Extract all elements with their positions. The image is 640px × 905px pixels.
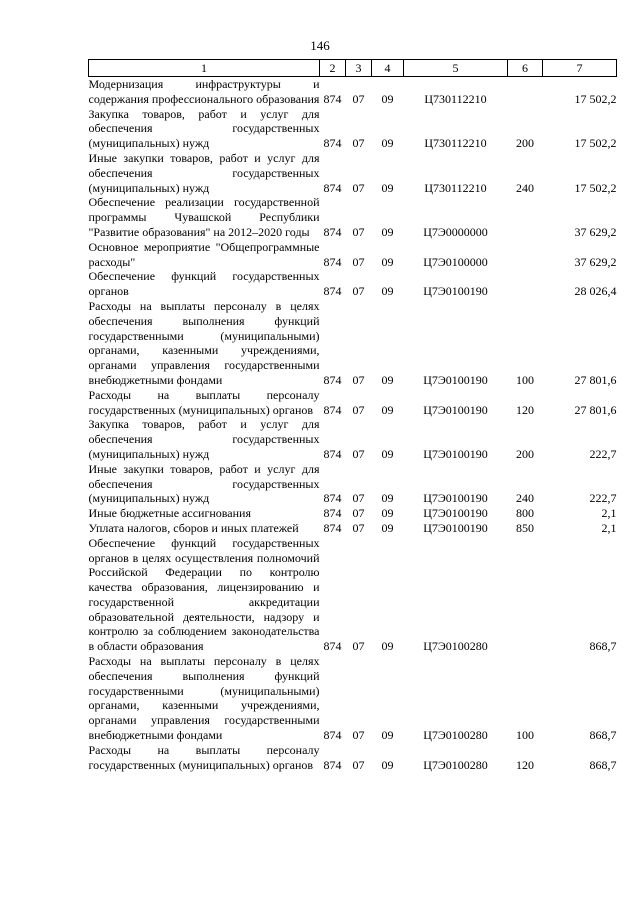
expense-type-cell: 240 <box>516 180 534 195</box>
target-article-cell: Ц730112210 <box>424 91 487 106</box>
table-row <box>89 299 617 388</box>
expense-type-cell: 240 <box>516 491 534 506</box>
amount-cell: 222,7 <box>589 491 617 506</box>
column-header-2: 2 <box>320 60 346 77</box>
table-row <box>89 107 617 151</box>
subsection-cell: 09 <box>381 136 394 151</box>
admin-code-cell: 874 <box>323 491 342 506</box>
admin-code-cell: 874 <box>323 446 342 461</box>
subsection-cell: 09 <box>381 372 394 387</box>
table-row <box>89 388 617 418</box>
amount-cell: 37 629,2 <box>574 254 617 269</box>
section-cell: 07 <box>352 446 365 461</box>
table-header <box>89 60 617 77</box>
column-header-6: 6 <box>508 60 543 77</box>
description-cell: Обеспечение функций государственных органов в целях осуществления полномочий Российской Федерации по контролю качества образования, лицензированию и государственной аккредитации образовательной деятельности, надзору и контролю за соблюдением законодательства в области образования <box>88 535 320 654</box>
admin-code-cell: 874 <box>323 136 342 151</box>
section-cell: 07 <box>352 180 365 195</box>
table-row <box>89 743 617 773</box>
admin-code-cell: 874 <box>323 506 342 521</box>
column-header-3: 3 <box>346 60 372 77</box>
section-cell: 07 <box>352 491 365 506</box>
expense-type-cell <box>508 269 543 299</box>
section-cell: 07 <box>352 757 365 772</box>
amount-cell: 17 502,2 <box>574 180 617 195</box>
section-cell: 07 <box>352 402 365 417</box>
subsection-cell: 09 <box>381 639 394 654</box>
target-article-cell: Ц7Э0100190 <box>423 284 488 299</box>
budget-table <box>88 59 617 772</box>
table-row <box>89 240 617 270</box>
table-row <box>89 521 617 536</box>
target-article-cell: Ц7Э0100280 <box>423 757 488 772</box>
expense-type-cell: 850 <box>516 520 534 535</box>
description-cell: Расходы на выплаты персоналу в целях обеспечения выполнения функций государственными (муниципальными) органами, казенными учреждениями, органами управления государственными внебюджетными фондами <box>88 298 320 387</box>
header-row <box>89 60 617 77</box>
description-cell: Расходы на выплаты персоналу государственных (муниципальных) органов <box>88 387 320 417</box>
expense-type-cell <box>508 195 543 239</box>
admin-code-cell: 874 <box>323 180 342 195</box>
expense-type-cell: 200 <box>516 136 534 151</box>
column-header-5: 5 <box>404 60 508 77</box>
amount-cell: 2,1 <box>601 506 617 521</box>
target-article-cell: Ц7Э0100000 <box>423 254 488 269</box>
column-header-4: 4 <box>372 60 404 77</box>
target-article-cell: Ц7Э0100190 <box>423 372 488 387</box>
section-cell: 07 <box>352 520 365 535</box>
target-article-cell: Ц7Э0100190 <box>423 446 488 461</box>
description-cell: Иные закупки товаров, работ и услуг для обеспечения государственных (муниципальных) нужд <box>88 461 320 506</box>
section-cell: 07 <box>352 728 365 743</box>
admin-code-cell: 874 <box>323 520 342 535</box>
table-row <box>89 462 617 506</box>
table-row <box>89 536 617 654</box>
subsection-cell: 09 <box>381 506 394 521</box>
subsection-cell: 09 <box>381 757 394 772</box>
subsection-cell: 09 <box>381 520 394 535</box>
target-article-cell: Ц7Э0000000 <box>423 224 488 239</box>
subsection-cell: 09 <box>381 728 394 743</box>
subsection-cell: 09 <box>381 446 394 461</box>
target-article-cell: Ц7Э0100190 <box>423 402 488 417</box>
expense-type-cell <box>508 240 543 270</box>
subsection-cell: 09 <box>381 284 394 299</box>
description-cell: Уплата налогов, сборов и иных платежей <box>88 520 299 535</box>
expense-type-cell <box>508 536 543 654</box>
section-cell: 07 <box>352 254 365 269</box>
expense-type-cell: 200 <box>516 446 534 461</box>
amount-cell: 2,1 <box>601 520 617 535</box>
section-cell: 07 <box>352 136 365 151</box>
subsection-cell: 09 <box>381 402 394 417</box>
admin-code-cell: 874 <box>323 402 342 417</box>
admin-code-cell: 874 <box>323 372 342 387</box>
admin-code-cell: 874 <box>323 728 342 743</box>
description-cell: Расходы на выплаты персоналу в целях обеспечения выполнения функций государственными (муниципальными) органами, казенными учреждениями, органами управления государственными внебюджетными фондами <box>88 654 320 743</box>
amount-cell: 17 502,2 <box>574 136 617 151</box>
description-cell: Закупка товаров, работ и услуг для обеспечения государственных (муниципальных) нужд <box>88 417 320 461</box>
table-row <box>89 654 617 743</box>
description-cell: Расходы на выплаты персоналу государственных (муниципальных) органов <box>88 742 320 772</box>
description-cell: Обеспечение функций государственных органов <box>88 269 320 299</box>
column-header-1: 1 <box>89 60 320 77</box>
admin-code-cell: 874 <box>323 639 342 654</box>
section-cell: 07 <box>352 372 365 387</box>
table-row <box>89 506 617 521</box>
amount-cell: 868,7 <box>589 639 617 654</box>
amount-cell: 222,7 <box>589 446 617 461</box>
amount-cell: 37 629,2 <box>574 224 617 239</box>
table-row <box>89 151 617 195</box>
admin-code-cell: 874 <box>323 284 342 299</box>
expense-type-cell: 100 <box>516 372 534 387</box>
admin-code-cell: 874 <box>323 254 342 269</box>
amount-cell: 28 026,4 <box>574 284 617 299</box>
description-cell: Обеспечение реализации государственной программы Чувашской Республики "Развитие образования" на 2012–2020 годы <box>88 195 320 239</box>
target-article-cell: Ц730112210 <box>424 136 487 151</box>
admin-code-cell: 874 <box>323 91 342 106</box>
table-row <box>89 195 617 239</box>
expense-type-cell: 800 <box>516 506 534 521</box>
target-article-cell: Ц7Э0100190 <box>423 506 488 521</box>
page-number: 146 <box>310 38 330 53</box>
description-cell: Основное мероприятие "Общепрограммные расходы" <box>88 239 320 269</box>
expense-type-cell: 120 <box>516 757 534 772</box>
table-row <box>89 269 617 299</box>
expense-type-cell: 120 <box>516 402 534 417</box>
section-cell: 07 <box>352 224 365 239</box>
section-cell: 07 <box>352 284 365 299</box>
target-article-cell: Ц7Э0100280 <box>423 728 488 743</box>
subsection-cell: 09 <box>381 224 394 239</box>
table-row <box>89 77 617 107</box>
target-article-cell: Ц7Э0100190 <box>423 491 488 506</box>
admin-code-cell: 874 <box>323 757 342 772</box>
description-cell: Иные бюджетные ассигнования <box>88 506 251 521</box>
table-body <box>89 77 617 773</box>
section-cell: 07 <box>352 91 365 106</box>
subsection-cell: 09 <box>381 91 394 106</box>
target-article-cell: Ц730112210 <box>424 180 487 195</box>
column-header-7: 7 <box>543 60 617 77</box>
target-article-cell: Ц7Э0100190 <box>423 520 488 535</box>
description-cell: Закупка товаров, работ и услуг для обеспечения государственных (муниципальных) нужд <box>88 106 320 151</box>
subsection-cell: 09 <box>381 254 394 269</box>
subsection-cell: 09 <box>381 180 394 195</box>
admin-code-cell: 874 <box>323 224 342 239</box>
expense-type-cell: 100 <box>516 728 534 743</box>
amount-cell: 868,7 <box>589 728 617 743</box>
amount-cell: 868,7 <box>589 757 617 772</box>
table-row <box>89 417 617 461</box>
target-article-cell: Ц7Э0100280 <box>423 639 488 654</box>
amount-cell: 27 801,6 <box>574 402 617 417</box>
section-cell: 07 <box>352 506 365 521</box>
description-cell: Иные закупки товаров, работ и услуг для обеспечения государственных (муниципальных) нужд <box>88 150 320 195</box>
expense-type-cell <box>508 77 543 107</box>
subsection-cell: 09 <box>381 491 394 506</box>
amount-cell: 17 502,2 <box>574 91 617 106</box>
description-cell: Модернизация инфраструктуры и содержания профессионального образования <box>88 77 320 106</box>
section-cell: 07 <box>352 639 365 654</box>
amount-cell: 27 801,6 <box>574 372 617 387</box>
